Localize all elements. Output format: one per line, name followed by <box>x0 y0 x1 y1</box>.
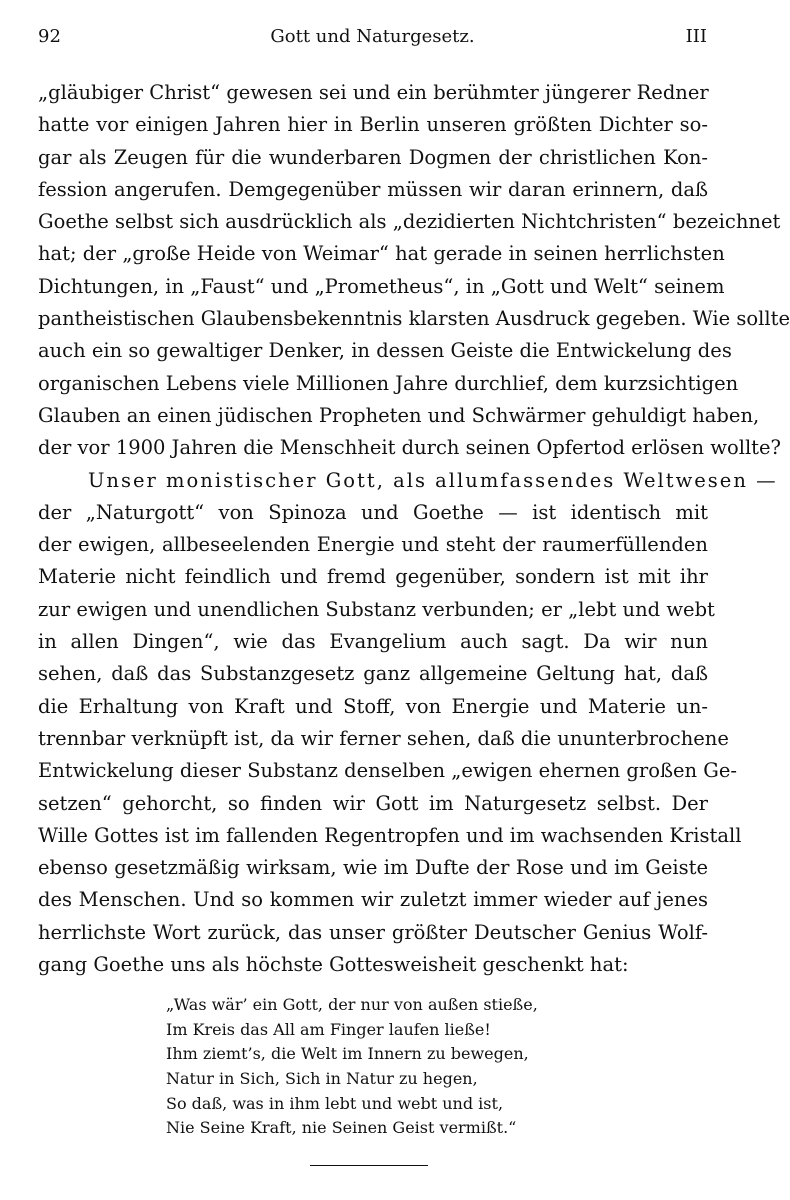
text-line: der vor 1900 Jahren die Menschheit durch seinen Opfertod erlösen wollte? <box>38 436 782 460</box>
body-text <box>38 77 790 981</box>
section-divider-rule <box>310 1165 428 1166</box>
text-line: des Menschen. Und so kommen wir zuletzt immer wieder auf jenes <box>38 888 708 912</box>
paragraph-start-line: Unser monistischer Gott, als allumfassendes Weltwesen — <box>88 468 778 492</box>
text-line: der ewigen, allbeseelenden Energie und steht der raumerfüllenden <box>38 533 708 557</box>
text-line: gang Goethe uns als höchste Gottesweisheit geschenkt hat: <box>38 953 629 977</box>
text-line: Dichtungen, in „Faust“ und „Prometheus“, in „Gott und Welt“ seinem <box>38 274 725 298</box>
text-line: Wille Gottes ist im fallenden Regentropfen und im wachsenden Kristall <box>38 823 742 847</box>
text-line: fession angerufen. Demgegenüber müssen wir daran erinnern, daß <box>38 177 708 201</box>
text-line: in allen Dingen“, wie das Evangelium auch sagt. Da wir nun <box>38 630 708 654</box>
text-line: Entwickelung dieser Substanz denselben „ewigen ehernen großen Ge- <box>38 759 737 783</box>
text-line: gar als Zeugen für die wunderbaren Dogmen der christlichen Kon- <box>38 145 708 169</box>
poem-line: Im Kreis das All am Finger laufen ließe! <box>166 1019 491 1039</box>
text-line: pantheistischen Glaubensbekenntnis klarsten Ausdruck gegeben. Wie sollte <box>38 307 790 331</box>
chapter-number: III <box>685 26 707 47</box>
text-line: auch ein so gewaltiger Denker, in dessen Geiste die Entwickelung des <box>38 339 732 363</box>
text-line: die Erhaltung von Kraft und Stoff, von Energie und Materie un- <box>38 694 708 718</box>
poem-quotation <box>166 993 538 1141</box>
text-line: Goethe selbst sich ausdrücklich als „dezidierten Nichtchristen“ bezeichnet <box>38 210 781 234</box>
text-line: hat; der „große Heide von Weimar“ hat gerade in seinen herrlichsten <box>38 242 725 266</box>
text-line: ebenso gesetzmäßig wirksam, wie im Dufte der Rose und im Geiste <box>38 856 708 880</box>
poem-line: Nie Seine Kraft, nie Seinen Geist vermißt.“ <box>166 1118 517 1138</box>
page-header <box>38 26 707 56</box>
text-line: hatte vor einigen Jahren hier in Berlin unseren größten Dichter so- <box>38 113 708 137</box>
text-line: organischen Lebens viele Millionen Jahre durchlief, dem kurzsichtigen <box>38 371 739 395</box>
text-line: sehen, daß das Substanzgesetz ganz allgemeine Geltung hat, daß <box>38 662 708 686</box>
text-line: Glauben an einen jüdischen Propheten und Schwärmer gehuldigt haben, <box>38 403 760 427</box>
running-title: Gott und Naturgesetz. <box>270 26 475 47</box>
text-line: setzen“ gehorcht, so finden wir Gott im Naturgesetz selbst. Der <box>38 791 708 815</box>
text-line: zur ewigen und unendlichen Substanz verbunden; er „lebt und webt <box>38 597 715 621</box>
text-line: Materie nicht feindlich und fremd gegenüber, sondern ist mit ihr <box>38 565 708 589</box>
text-line: herrlichste Wort zurück, das unser größter Deutscher Genius Wolf- <box>38 920 708 944</box>
poem-line: Ihm ziemt’s, die Welt im Innern zu bewegen, <box>166 1044 529 1064</box>
poem-line: So daß, was in ihm lebt und webt und ist, <box>166 1093 504 1113</box>
page-number: 92 <box>38 26 61 47</box>
poem-line: „Was wär’ ein Gott, der nur von außen stieße, <box>166 995 538 1014</box>
text-line: trennbar verknüpft ist, da wir ferner sehen, daß die ununterbrochene <box>38 726 729 750</box>
text-line: „gläubiger Christ“ gewesen sei und ein berühmter jüngerer Redner <box>38 81 709 104</box>
poem-line: Natur in Sich, Sich in Natur zu hegen, <box>166 1069 478 1089</box>
text-line: der „Naturgott“ von Spinoza und Goethe — ist identisch mit <box>38 500 708 524</box>
